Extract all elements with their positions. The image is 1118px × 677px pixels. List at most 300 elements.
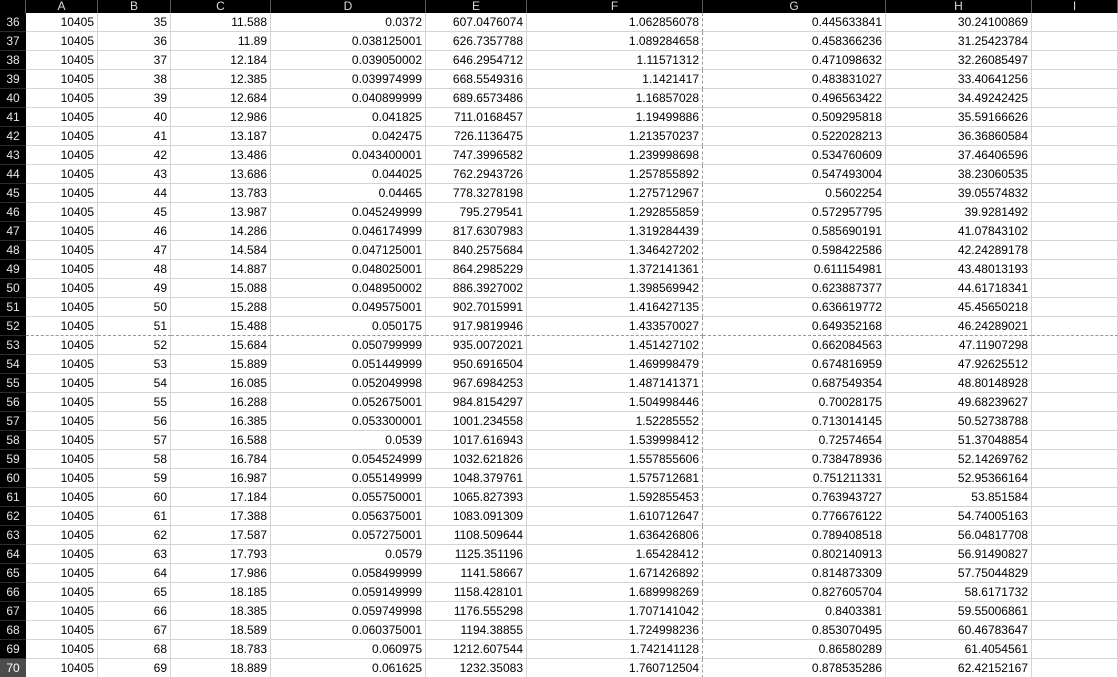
cell-e[interactable]: 689.6573486 xyxy=(426,89,527,108)
cell-g[interactable]: 0.776676122 xyxy=(703,507,886,526)
cell-b[interactable]: 67 xyxy=(98,621,171,640)
row-header[interactable]: 69 xyxy=(0,640,26,659)
cell-a[interactable]: 10405 xyxy=(26,431,98,450)
cell-d[interactable]: 0.0372 xyxy=(271,13,426,32)
row-header[interactable]: 47 xyxy=(0,222,26,241)
cell-b[interactable]: 68 xyxy=(98,640,171,659)
cell-h[interactable]: 62.42152167 xyxy=(886,659,1032,677)
cell-i[interactable] xyxy=(1032,146,1118,165)
cell-i[interactable] xyxy=(1032,602,1118,621)
cell-a[interactable]: 10405 xyxy=(26,184,98,203)
cell-b[interactable]: 55 xyxy=(98,393,171,412)
cell-c[interactable]: 12.184 xyxy=(171,51,271,70)
cell-a[interactable]: 10405 xyxy=(26,165,98,184)
cell-b[interactable]: 36 xyxy=(98,32,171,51)
cell-i[interactable] xyxy=(1032,279,1118,298)
cell-e[interactable]: 762.2943726 xyxy=(426,165,527,184)
cell-f[interactable]: 1.575712681 xyxy=(527,469,703,488)
cell-h[interactable]: 50.52738788 xyxy=(886,412,1032,431)
cell-e[interactable]: 1001.234558 xyxy=(426,412,527,431)
cell-d[interactable]: 0.051449999 xyxy=(271,355,426,374)
row-header[interactable]: 63 xyxy=(0,526,26,545)
cell-c[interactable]: 12.986 xyxy=(171,108,271,127)
cell-h[interactable]: 59.55006861 xyxy=(886,602,1032,621)
row-header[interactable]: 61 xyxy=(0,488,26,507)
cell-i[interactable] xyxy=(1032,659,1118,677)
cell-i[interactable] xyxy=(1032,393,1118,412)
cell-d[interactable]: 0.050175 xyxy=(271,317,426,336)
cell-a[interactable]: 10405 xyxy=(26,241,98,260)
cell-a[interactable]: 10405 xyxy=(26,640,98,659)
cell-i[interactable] xyxy=(1032,241,1118,260)
cell-e[interactable]: 1108.509644 xyxy=(426,526,527,545)
cell-e[interactable]: 1017.616943 xyxy=(426,431,527,450)
cell-c[interactable]: 11.89 xyxy=(171,32,271,51)
cell-d[interactable]: 0.049575001 xyxy=(271,298,426,317)
cell-b[interactable]: 46 xyxy=(98,222,171,241)
column-header-g[interactable]: G xyxy=(703,0,886,13)
cell-i[interactable] xyxy=(1032,336,1118,355)
row-header[interactable]: 36 xyxy=(0,13,26,32)
cell-b[interactable]: 41 xyxy=(98,127,171,146)
cell-e[interactable]: 1194.38855 xyxy=(426,621,527,640)
cell-e[interactable]: 1141.58667 xyxy=(426,564,527,583)
cell-e[interactable]: 984.8154297 xyxy=(426,393,527,412)
cell-e[interactable]: 935.0072021 xyxy=(426,336,527,355)
cell-c[interactable]: 12.684 xyxy=(171,89,271,108)
cell-i[interactable] xyxy=(1032,469,1118,488)
cell-f[interactable]: 1.52285552 xyxy=(527,412,703,431)
cell-g[interactable]: 0.70028175 xyxy=(703,393,886,412)
cell-g[interactable]: 0.611154981 xyxy=(703,260,886,279)
cell-f[interactable]: 1.1421417 xyxy=(527,70,703,89)
cell-g[interactable]: 0.534760609 xyxy=(703,146,886,165)
cell-c[interactable]: 17.587 xyxy=(171,526,271,545)
cell-b[interactable]: 43 xyxy=(98,165,171,184)
cell-g[interactable]: 0.547493004 xyxy=(703,165,886,184)
row-header[interactable]: 40 xyxy=(0,89,26,108)
cell-d[interactable]: 0.044025 xyxy=(271,165,426,184)
cell-d[interactable]: 0.058499999 xyxy=(271,564,426,583)
cell-e[interactable]: 795.279541 xyxy=(426,203,527,222)
cell-a[interactable]: 10405 xyxy=(26,298,98,317)
cell-g[interactable]: 0.738478936 xyxy=(703,450,886,469)
cell-h[interactable]: 37.46406596 xyxy=(886,146,1032,165)
row-header[interactable]: 55 xyxy=(0,374,26,393)
row-header[interactable]: 66 xyxy=(0,583,26,602)
cell-c[interactable]: 16.588 xyxy=(171,431,271,450)
column-header-e[interactable]: E xyxy=(426,0,527,13)
cell-i[interactable] xyxy=(1032,583,1118,602)
cell-g[interactable]: 0.814873309 xyxy=(703,564,886,583)
cell-c[interactable]: 18.889 xyxy=(171,659,271,677)
cell-i[interactable] xyxy=(1032,507,1118,526)
cell-a[interactable]: 10405 xyxy=(26,450,98,469)
cell-h[interactable]: 31.25423784 xyxy=(886,32,1032,51)
cell-g[interactable]: 0.483831027 xyxy=(703,70,886,89)
row-header[interactable]: 48 xyxy=(0,241,26,260)
cell-d[interactable]: 0.04465 xyxy=(271,184,426,203)
cell-i[interactable] xyxy=(1032,374,1118,393)
cell-e[interactable]: 864.2985229 xyxy=(426,260,527,279)
cell-h[interactable]: 32.26085497 xyxy=(886,51,1032,70)
cell-b[interactable]: 44 xyxy=(98,184,171,203)
cell-d[interactable]: 0.056375001 xyxy=(271,507,426,526)
row-header[interactable]: 53 xyxy=(0,336,26,355)
cell-b[interactable]: 42 xyxy=(98,146,171,165)
cell-a[interactable]: 10405 xyxy=(26,526,98,545)
cell-c[interactable]: 18.783 xyxy=(171,640,271,659)
cell-h[interactable]: 36.36860584 xyxy=(886,127,1032,146)
cell-d[interactable]: 0.048950002 xyxy=(271,279,426,298)
cell-h[interactable]: 35.59166626 xyxy=(886,108,1032,127)
row-header[interactable]: 51 xyxy=(0,298,26,317)
cell-d[interactable]: 0.060975 xyxy=(271,640,426,659)
cell-i[interactable] xyxy=(1032,260,1118,279)
row-header[interactable]: 56 xyxy=(0,393,26,412)
cell-a[interactable]: 10405 xyxy=(26,412,98,431)
cell-i[interactable] xyxy=(1032,165,1118,184)
cell-g[interactable]: 0.509295818 xyxy=(703,108,886,127)
row-header[interactable]: 64 xyxy=(0,545,26,564)
cell-d[interactable]: 0.039050002 xyxy=(271,51,426,70)
cell-i[interactable] xyxy=(1032,431,1118,450)
cell-h[interactable]: 53.851584 xyxy=(886,488,1032,507)
cell-h[interactable]: 57.75044829 xyxy=(886,564,1032,583)
cell-d[interactable]: 0.041825 xyxy=(271,108,426,127)
row-header[interactable]: 41 xyxy=(0,108,26,127)
cell-e[interactable]: 1048.379761 xyxy=(426,469,527,488)
cell-g[interactable]: 0.522028213 xyxy=(703,127,886,146)
cell-g[interactable]: 0.751211331 xyxy=(703,469,886,488)
cell-i[interactable] xyxy=(1032,640,1118,659)
cell-g[interactable]: 0.5602254 xyxy=(703,184,886,203)
cell-e[interactable]: 917.9819946 xyxy=(426,317,527,336)
cell-c[interactable]: 14.584 xyxy=(171,241,271,260)
cell-f[interactable]: 1.451427102 xyxy=(527,336,703,355)
cell-b[interactable]: 35 xyxy=(98,13,171,32)
row-header[interactable]: 67 xyxy=(0,602,26,621)
row-header[interactable]: 49 xyxy=(0,260,26,279)
cell-f[interactable]: 1.504998446 xyxy=(527,393,703,412)
cell-e[interactable]: 1125.351196 xyxy=(426,545,527,564)
cell-b[interactable]: 62 xyxy=(98,526,171,545)
cell-a[interactable]: 10405 xyxy=(26,355,98,374)
column-header-a[interactable]: A xyxy=(26,0,98,13)
cell-a[interactable]: 10405 xyxy=(26,70,98,89)
cell-d[interactable]: 0.045249999 xyxy=(271,203,426,222)
column-header-f[interactable]: F xyxy=(527,0,703,13)
cell-a[interactable]: 10405 xyxy=(26,564,98,583)
cell-h[interactable]: 61.4054561 xyxy=(886,640,1032,659)
cell-f[interactable]: 1.671426892 xyxy=(527,564,703,583)
cell-f[interactable]: 1.416427135 xyxy=(527,298,703,317)
cell-e[interactable]: 1232.35083 xyxy=(426,659,527,677)
cell-f[interactable]: 1.292855859 xyxy=(527,203,703,222)
cell-f[interactable]: 1.16857028 xyxy=(527,89,703,108)
cell-i[interactable] xyxy=(1032,355,1118,374)
cell-g[interactable]: 0.8403381 xyxy=(703,602,886,621)
cell-c[interactable]: 17.986 xyxy=(171,564,271,583)
row-header[interactable]: 52 xyxy=(0,317,26,336)
cell-i[interactable] xyxy=(1032,108,1118,127)
cell-a[interactable]: 10405 xyxy=(26,222,98,241)
cell-c[interactable]: 13.486 xyxy=(171,146,271,165)
row-header[interactable]: 50 xyxy=(0,279,26,298)
cell-f[interactable]: 1.372141361 xyxy=(527,260,703,279)
cell-d[interactable]: 0.0579 xyxy=(271,545,426,564)
cell-a[interactable]: 10405 xyxy=(26,317,98,336)
cell-h[interactable]: 46.24289021 xyxy=(886,317,1032,336)
cell-e[interactable]: 817.6307983 xyxy=(426,222,527,241)
cell-g[interactable]: 0.649352168 xyxy=(703,317,886,336)
cell-i[interactable] xyxy=(1032,412,1118,431)
cell-e[interactable]: 967.6984253 xyxy=(426,374,527,393)
cell-h[interactable]: 56.04817708 xyxy=(886,526,1032,545)
cell-e[interactable]: 711.0168457 xyxy=(426,108,527,127)
cell-a[interactable]: 10405 xyxy=(26,89,98,108)
cell-c[interactable]: 17.388 xyxy=(171,507,271,526)
cell-a[interactable]: 10405 xyxy=(26,146,98,165)
cell-c[interactable]: 16.987 xyxy=(171,469,271,488)
cell-h[interactable]: 42.24289178 xyxy=(886,241,1032,260)
cell-f[interactable]: 1.539998412 xyxy=(527,431,703,450)
cell-i[interactable] xyxy=(1032,222,1118,241)
row-header[interactable]: 45 xyxy=(0,184,26,203)
cell-e[interactable]: 1083.091309 xyxy=(426,507,527,526)
column-header-h[interactable]: H xyxy=(886,0,1032,13)
cell-f[interactable]: 1.257855892 xyxy=(527,165,703,184)
cell-g[interactable]: 0.687549354 xyxy=(703,374,886,393)
cell-f[interactable]: 1.610712647 xyxy=(527,507,703,526)
column-header-c[interactable]: C xyxy=(171,0,271,13)
cell-i[interactable] xyxy=(1032,317,1118,336)
cell-b[interactable]: 51 xyxy=(98,317,171,336)
cell-c[interactable]: 17.793 xyxy=(171,545,271,564)
cell-g[interactable]: 0.789408518 xyxy=(703,526,886,545)
cell-g[interactable]: 0.72574654 xyxy=(703,431,886,450)
cell-b[interactable]: 48 xyxy=(98,260,171,279)
row-header[interactable]: 58 xyxy=(0,431,26,450)
cell-g[interactable]: 0.598422586 xyxy=(703,241,886,260)
row-header[interactable]: 43 xyxy=(0,146,26,165)
cell-a[interactable]: 10405 xyxy=(26,279,98,298)
cell-f[interactable]: 1.089284658 xyxy=(527,32,703,51)
cell-h[interactable]: 52.95366164 xyxy=(886,469,1032,488)
cell-h[interactable]: 51.37048854 xyxy=(886,431,1032,450)
cell-f[interactable]: 1.398569942 xyxy=(527,279,703,298)
cell-g[interactable]: 0.763943727 xyxy=(703,488,886,507)
cell-b[interactable]: 58 xyxy=(98,450,171,469)
cell-g[interactable]: 0.853070495 xyxy=(703,621,886,640)
cell-d[interactable]: 0.042475 xyxy=(271,127,426,146)
cell-h[interactable]: 49.68239627 xyxy=(886,393,1032,412)
cell-f[interactable]: 1.11571312 xyxy=(527,51,703,70)
cell-e[interactable]: 950.6916504 xyxy=(426,355,527,374)
cell-e[interactable]: 626.7357788 xyxy=(426,32,527,51)
cell-b[interactable]: 56 xyxy=(98,412,171,431)
cell-c[interactable]: 13.686 xyxy=(171,165,271,184)
cell-d[interactable]: 0.046174999 xyxy=(271,222,426,241)
cell-i[interactable] xyxy=(1032,621,1118,640)
cell-h[interactable]: 33.40641256 xyxy=(886,70,1032,89)
cell-g[interactable]: 0.674816959 xyxy=(703,355,886,374)
cell-f[interactable]: 1.65428412 xyxy=(527,545,703,564)
cell-i[interactable] xyxy=(1032,545,1118,564)
cell-b[interactable]: 69 xyxy=(98,659,171,677)
cell-h[interactable]: 58.6171732 xyxy=(886,583,1032,602)
row-header[interactable]: 65 xyxy=(0,564,26,583)
cell-e[interactable]: 726.1136475 xyxy=(426,127,527,146)
cell-g[interactable]: 0.802140913 xyxy=(703,545,886,564)
cell-d[interactable]: 0.055149999 xyxy=(271,469,426,488)
row-header[interactable]: 38 xyxy=(0,51,26,70)
cell-e[interactable]: 1176.555298 xyxy=(426,602,527,621)
cell-e[interactable]: 1065.827393 xyxy=(426,488,527,507)
cell-b[interactable]: 61 xyxy=(98,507,171,526)
cell-c[interactable]: 17.184 xyxy=(171,488,271,507)
cell-f[interactable]: 1.469998479 xyxy=(527,355,703,374)
cell-b[interactable]: 40 xyxy=(98,108,171,127)
cell-b[interactable]: 49 xyxy=(98,279,171,298)
cell-h[interactable]: 47.92625512 xyxy=(886,355,1032,374)
cell-c[interactable]: 14.887 xyxy=(171,260,271,279)
cell-f[interactable]: 1.760712504 xyxy=(527,659,703,677)
cell-g[interactable]: 0.878535286 xyxy=(703,659,886,677)
cell-d[interactable]: 0.052675001 xyxy=(271,393,426,412)
cell-a[interactable]: 10405 xyxy=(26,127,98,146)
cell-g[interactable]: 0.636619772 xyxy=(703,298,886,317)
cell-h[interactable]: 52.14269762 xyxy=(886,450,1032,469)
cell-a[interactable]: 10405 xyxy=(26,488,98,507)
cell-g[interactable]: 0.623887377 xyxy=(703,279,886,298)
cell-b[interactable]: 57 xyxy=(98,431,171,450)
cell-d[interactable]: 0.048025001 xyxy=(271,260,426,279)
cell-d[interactable]: 0.060375001 xyxy=(271,621,426,640)
cell-c[interactable]: 15.288 xyxy=(171,298,271,317)
row-header[interactable]: 62 xyxy=(0,507,26,526)
cell-c[interactable]: 13.783 xyxy=(171,184,271,203)
cell-c[interactable]: 15.889 xyxy=(171,355,271,374)
cell-d[interactable]: 0.052049998 xyxy=(271,374,426,393)
cell-h[interactable]: 48.80148928 xyxy=(886,374,1032,393)
cell-b[interactable]: 60 xyxy=(98,488,171,507)
cell-a[interactable]: 10405 xyxy=(26,203,98,222)
cell-a[interactable]: 10405 xyxy=(26,545,98,564)
cell-e[interactable]: 646.2954712 xyxy=(426,51,527,70)
cell-c[interactable]: 15.488 xyxy=(171,317,271,336)
cell-d[interactable]: 0.040899999 xyxy=(271,89,426,108)
cell-i[interactable] xyxy=(1032,298,1118,317)
cell-g[interactable]: 0.86580289 xyxy=(703,640,886,659)
cell-g[interactable]: 0.827605704 xyxy=(703,583,886,602)
cell-b[interactable]: 59 xyxy=(98,469,171,488)
cell-e[interactable]: 902.7015991 xyxy=(426,298,527,317)
cell-b[interactable]: 66 xyxy=(98,602,171,621)
cell-i[interactable] xyxy=(1032,32,1118,51)
cell-i[interactable] xyxy=(1032,564,1118,583)
cell-a[interactable]: 10405 xyxy=(26,393,98,412)
cell-h[interactable]: 43.48013193 xyxy=(886,260,1032,279)
cell-a[interactable]: 10405 xyxy=(26,602,98,621)
cell-c[interactable]: 18.385 xyxy=(171,602,271,621)
cell-f[interactable]: 1.346427202 xyxy=(527,241,703,260)
cell-b[interactable]: 63 xyxy=(98,545,171,564)
cell-i[interactable] xyxy=(1032,203,1118,222)
cell-i[interactable] xyxy=(1032,89,1118,108)
cell-g[interactable]: 0.713014145 xyxy=(703,412,886,431)
cell-h[interactable]: 56.91490827 xyxy=(886,545,1032,564)
cell-c[interactable]: 16.288 xyxy=(171,393,271,412)
cell-a[interactable]: 10405 xyxy=(26,260,98,279)
row-header[interactable]: 57 xyxy=(0,412,26,431)
cell-b[interactable]: 47 xyxy=(98,241,171,260)
cell-c[interactable]: 15.684 xyxy=(171,336,271,355)
cell-a[interactable]: 10405 xyxy=(26,583,98,602)
row-header[interactable]: 46 xyxy=(0,203,26,222)
cell-e[interactable]: 1158.428101 xyxy=(426,583,527,602)
row-header[interactable]: 39 xyxy=(0,70,26,89)
cell-b[interactable]: 52 xyxy=(98,336,171,355)
cell-b[interactable]: 53 xyxy=(98,355,171,374)
cell-f[interactable]: 1.433570027 xyxy=(527,317,703,336)
cell-a[interactable]: 10405 xyxy=(26,469,98,488)
cell-d[interactable]: 0.039974999 xyxy=(271,70,426,89)
cell-b[interactable]: 50 xyxy=(98,298,171,317)
cell-f[interactable]: 1.062856078 xyxy=(527,13,703,32)
cell-a[interactable]: 10405 xyxy=(26,51,98,70)
cell-i[interactable] xyxy=(1032,488,1118,507)
cell-g[interactable]: 0.572957795 xyxy=(703,203,886,222)
cell-a[interactable]: 10405 xyxy=(26,659,98,677)
cell-h[interactable]: 44.61718341 xyxy=(886,279,1032,298)
row-header[interactable]: 68 xyxy=(0,621,26,640)
cell-f[interactable]: 1.592855453 xyxy=(527,488,703,507)
cell-a[interactable]: 10405 xyxy=(26,621,98,640)
cell-g[interactable]: 0.496563422 xyxy=(703,89,886,108)
cell-d[interactable]: 0.038125001 xyxy=(271,32,426,51)
cell-g[interactable]: 0.662084563 xyxy=(703,336,886,355)
cell-d[interactable]: 0.061625 xyxy=(271,659,426,677)
cell-f[interactable]: 1.636426806 xyxy=(527,526,703,545)
cell-d[interactable]: 0.054524999 xyxy=(271,450,426,469)
cell-d[interactable]: 0.0539 xyxy=(271,431,426,450)
cell-i[interactable] xyxy=(1032,13,1118,32)
cell-e[interactable]: 668.5549316 xyxy=(426,70,527,89)
cell-e[interactable]: 607.0476074 xyxy=(426,13,527,32)
select-all-corner[interactable] xyxy=(0,0,26,13)
cell-e[interactable]: 840.2575684 xyxy=(426,241,527,260)
cell-f[interactable]: 1.707141042 xyxy=(527,602,703,621)
cell-h[interactable]: 41.07843102 xyxy=(886,222,1032,241)
cell-e[interactable]: 886.3927002 xyxy=(426,279,527,298)
cell-g[interactable]: 0.458366236 xyxy=(703,32,886,51)
column-header-b[interactable]: B xyxy=(98,0,171,13)
row-header[interactable]: 59 xyxy=(0,450,26,469)
cell-c[interactable]: 15.088 xyxy=(171,279,271,298)
cell-b[interactable]: 38 xyxy=(98,70,171,89)
cell-i[interactable] xyxy=(1032,70,1118,89)
cell-i[interactable] xyxy=(1032,51,1118,70)
cell-e[interactable]: 1032.621826 xyxy=(426,450,527,469)
cell-d[interactable]: 0.055750001 xyxy=(271,488,426,507)
cell-c[interactable]: 13.187 xyxy=(171,127,271,146)
cell-h[interactable]: 39.05574832 xyxy=(886,184,1032,203)
cell-a[interactable]: 10405 xyxy=(26,13,98,32)
cell-b[interactable]: 39 xyxy=(98,89,171,108)
cell-b[interactable]: 65 xyxy=(98,583,171,602)
cell-d[interactable]: 0.050799999 xyxy=(271,336,426,355)
